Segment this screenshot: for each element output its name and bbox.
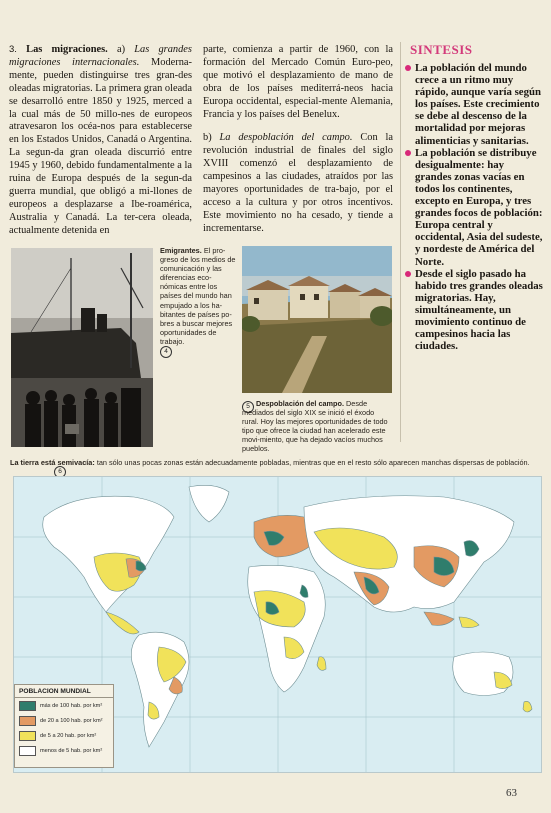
caption-text: El pro-greso de los medios de comunicación y las diferencias eco-nómicas entre los países del mundo han empujado a los ha-bitantes de países po-bres a buscar mejores oportunidades de trabajo. xyxy=(160,246,236,346)
text-column-1 xyxy=(9,44,192,238)
section-heading: Las migraciones. xyxy=(26,44,108,55)
emigrants-photo-drawing xyxy=(11,248,153,447)
rural-caption xyxy=(242,399,392,454)
sintesis-list xyxy=(401,62,543,352)
subsection-letter: a) xyxy=(116,44,126,55)
legend-row: de 5 a 20 hab. por km² xyxy=(15,728,113,743)
legend-row: más de 100 hab. por km² xyxy=(15,698,113,713)
body-text: parte, comienza a partir de 1960, con la formación del Mercado Común Euro-peo, que motivó el desplazamiento de mano de obra de los países mediterrá-neos hacia Europa occidental, especial-mente Alemania, Francia y los países del Benelux. xyxy=(203,44,393,120)
bullet-icon xyxy=(405,150,411,156)
legend-swatch xyxy=(19,716,36,726)
legend-swatch xyxy=(19,746,36,756)
subsection-title: La despoblación del campo. xyxy=(219,132,353,144)
subsection-title: Las grandes migraciones internacionales. xyxy=(9,44,192,68)
rural-village-photo xyxy=(242,246,392,393)
body-text: Con la revolución industrial de finales del siglo XVIII comenzó el desplazamiento de campesinos a las ciudades, atraídos por las mayores oportunidades de tra-bajo, por el acceso a la cultura y por otros incentivos. Este movimiento no ha cesado, y tiende a incrementarse. xyxy=(203,132,393,234)
map-caption xyxy=(10,458,535,467)
figure-number-5: 5 xyxy=(242,401,254,413)
body-text: Moderna-mente, pueden distinguirse tres gran-des oleadas migratorias. La primera gran oleada se desarrolló entre 1850 y 1925, merced a la cual más de 50 millo-nes de europeos atravesaron los océa-nos para establecerse en los Estados Unidos, Canadá o Argentina. La segun-da gran oleada discurrió entre 1945 y 1960, debido fundamentalmente a la ruina de Europa después de la segun-da guerra mundial, que obligó a mi-llones de europeos a desplazarse a Ibe-roamérica, Australia y Canadá. La ter-cera oleada, actualmente detenida en xyxy=(9,56,192,236)
figure-number-4: 4 xyxy=(160,346,172,358)
map-legend xyxy=(14,684,114,768)
legend-swatch xyxy=(19,731,36,741)
legend-row: menos de 5 hab. por km² xyxy=(15,743,113,758)
caption-title: Despoblación del campo. xyxy=(256,399,344,408)
page-number: 63 xyxy=(506,787,517,799)
list-item: La población se distribuye desigualmente: hay grandes zonas vacías en todos los continentes, excepto en Europa, y tres grandes focos de población: Europa central y occidental, Asia del sudeste, y nordeste de América del Norte. xyxy=(404,147,543,268)
list-item: La población del mundo crece a un ritmo muy rápido, aunque varía según los países. Este crecimiento se debe al descenso de la mortalidad por mejoras alimenticias y sanitarias. xyxy=(404,62,543,147)
caption-title: Emigrantes. xyxy=(160,246,202,255)
figure-number-6: 6 xyxy=(54,466,66,478)
legend-row: de 20 a 100 hab. por km² xyxy=(15,713,113,728)
bullet-icon xyxy=(405,65,411,71)
emigrants-photo xyxy=(11,248,153,447)
emigrants-caption xyxy=(160,246,238,346)
legend-swatch xyxy=(19,701,36,711)
caption-title: La tierra está semivacía: xyxy=(10,458,95,467)
text-column-2 xyxy=(203,44,393,236)
list-item: Desde el siglo pasado ha habido tres grandes oleadas migratorias. Hay, simultáneamente, un movimiento continuo de campesinos hacia las ciudades. xyxy=(404,268,543,353)
caption-text: Desde mediados del siglo XIX se inició el éxodo rural. Hoy las mejores oportunidades de todo tipo que ofrece la ciudad han acelerado este movi-miento, que ha dejado vacíos muchos pueblos. xyxy=(242,399,388,454)
caption-text: tan sólo unas pocas zonas están adecuadamente pobladas, mientras que en el resto sólo aparecen manchas dispersas de población. xyxy=(96,458,530,467)
legend-title: POBLACION MUNDIAL xyxy=(15,685,113,698)
rural-village-drawing xyxy=(242,246,392,393)
sintesis-box xyxy=(400,42,543,442)
section-number: 3. xyxy=(9,44,17,55)
sintesis-title: SINTESIS xyxy=(410,42,473,57)
bullet-icon xyxy=(405,271,411,277)
subsection-letter: b) xyxy=(203,132,212,144)
